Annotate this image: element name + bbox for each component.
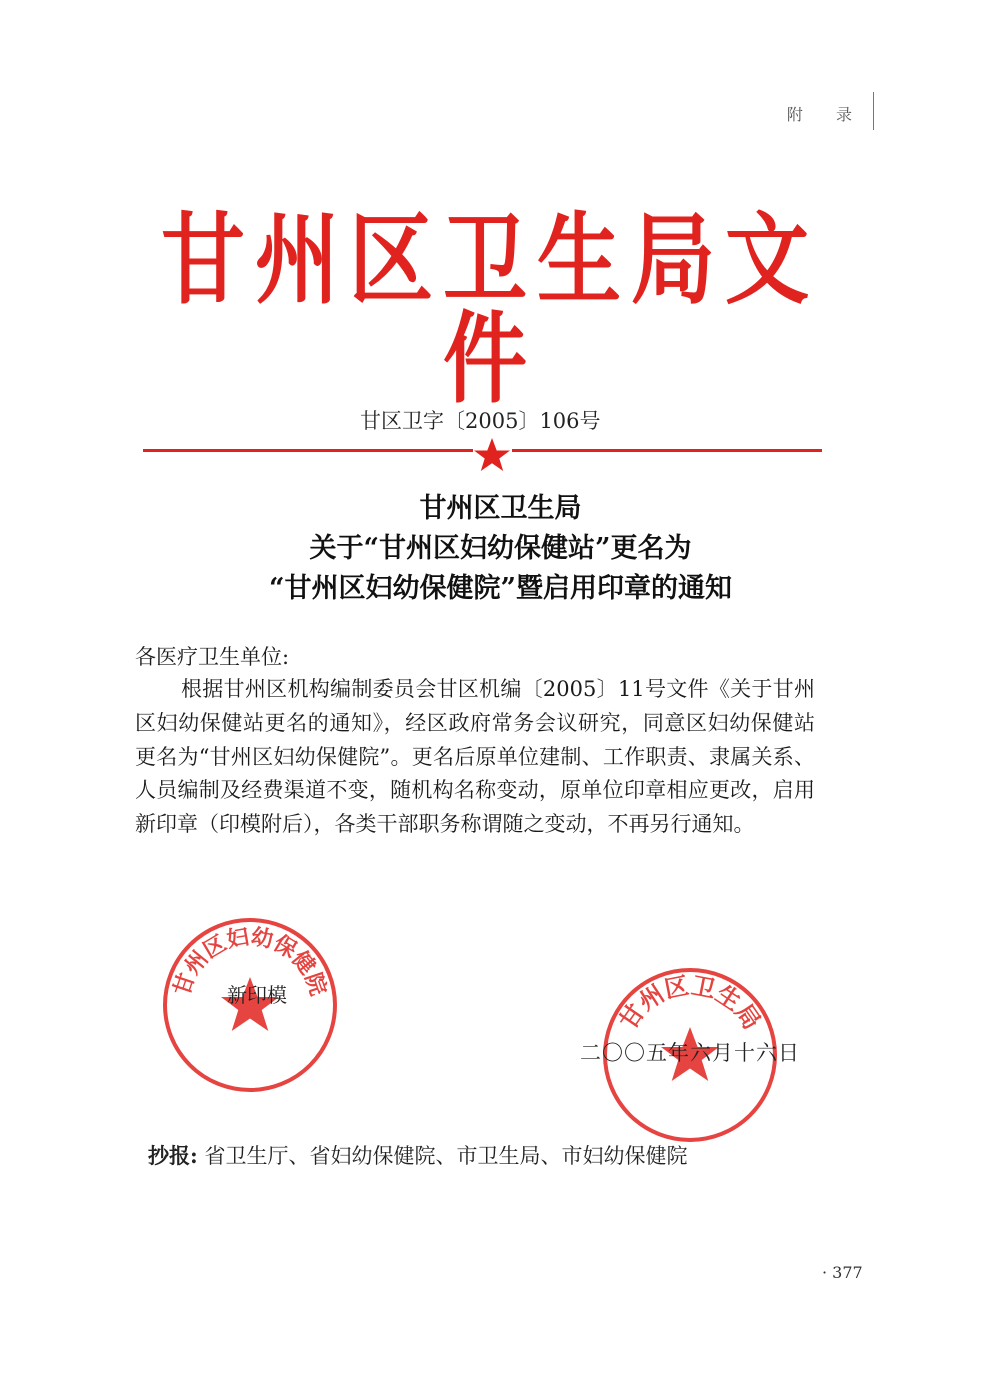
cc-label: 抄报: <box>148 1143 198 1168</box>
red-rule-right <box>512 449 822 452</box>
new-seal-text: 甘州区妇幼保健院 <box>169 924 331 999</box>
body-paragraph: 根据甘州区机构编制委员会甘区机编〔2005〕11号文件《关于甘州区妇幼保健站更名的通知》，经区政府常务会议研究，同意区妇幼保健站更名为“甘州区妇幼保健院”。更名后原单位建制、工作职责、隶属关系、人员编制及经费渠道不变，随机构名称变动，原单位印章相应更改，启用新印章（印模附后），各类干部职务称谓随之变动，不再另行通知。 <box>135 677 815 837</box>
star-icon <box>472 437 512 473</box>
cc-recipients: 省卫生厅、省妇幼保健院、市卫生局、市妇幼保健院 <box>204 1144 688 1168</box>
issuer-seal-text: 甘州区卫生局 <box>613 971 767 1035</box>
header-rule <box>873 92 874 130</box>
red-rule-left <box>143 449 473 452</box>
salutation: 各医疗卫生单位: <box>135 645 290 669</box>
issue-date: 二〇〇五年六月十六日 <box>580 1041 800 1065</box>
title-line-1: 甘州区卫生局 <box>419 493 582 524</box>
seal-label: 新印模 <box>227 983 287 1007</box>
page-number: · 377 <box>822 1263 863 1282</box>
letterhead-title: 甘州区卫生局文件 <box>160 201 819 417</box>
appendix-label: 附 录 <box>786 105 866 124</box>
svg-text:甘州区卫生局 <box>614 972 766 1035</box>
title-line-2: 关于“甘州区妇幼保健站”更名为 <box>309 533 692 564</box>
title-line-3: “甘州区妇幼保健院”暨启用印章的通知 <box>268 573 733 604</box>
cc-line <box>148 1140 687 1170</box>
document-number: 甘区卫字〔2005〕106号 <box>360 409 601 433</box>
